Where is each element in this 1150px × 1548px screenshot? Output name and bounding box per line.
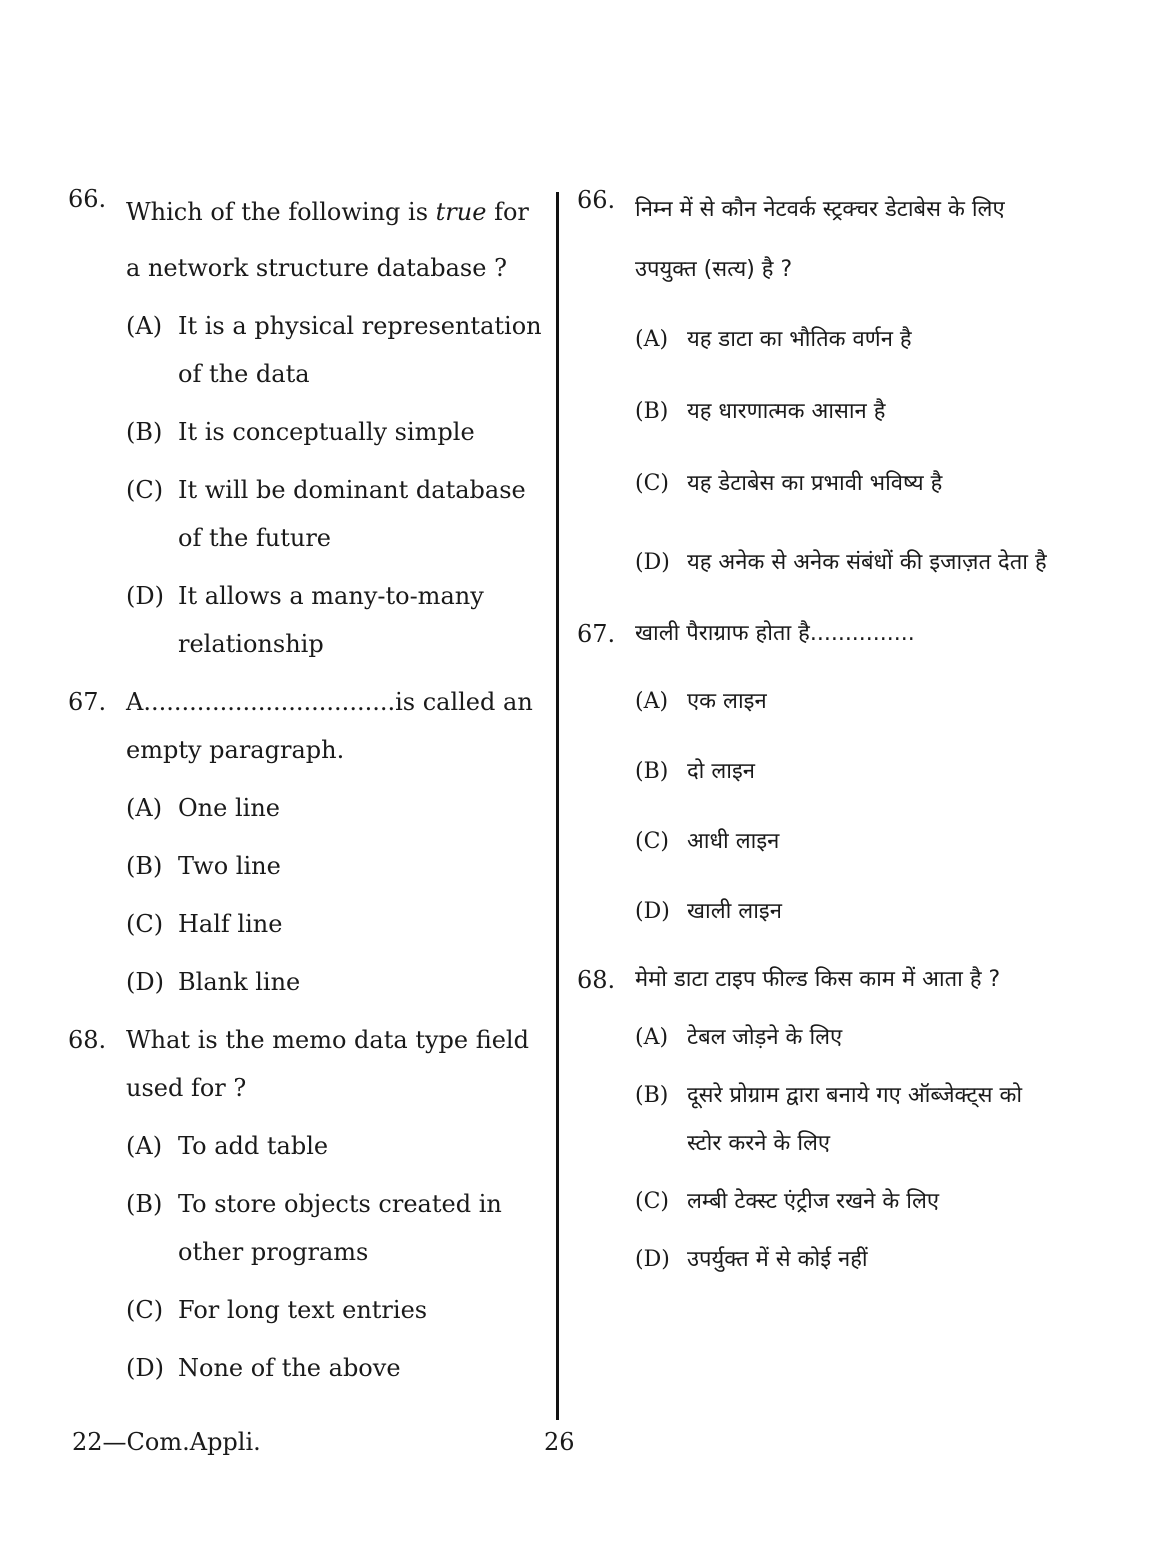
option-b: (B) यह धारणात्मक आसान है	[635, 399, 886, 424]
question-68-hi	[577, 956, 1057, 1284]
option-c: (C) Half line	[126, 910, 283, 938]
question-text: Which of the following is true for a network structure database ?	[126, 198, 529, 282]
option-b: (B) दूसरे प्रोग्राम द्वारा बनाये गए ऑब्जेक्ट्स को स्टोर करने के लिए	[635, 1083, 1023, 1156]
question-68-en	[68, 1016, 546, 1392]
option-a: (A) एक लाइन	[635, 689, 767, 714]
question-number: 68.	[577, 966, 616, 994]
question-text: खाली पैराग्राफ होता है...............	[635, 621, 915, 646]
option-b: (B) To store objects created in other programs	[126, 1190, 502, 1266]
option-a: (A) यह डाटा का भौतिक वर्णन है	[635, 327, 912, 352]
option-b: (B) दो लाइन	[635, 759, 755, 784]
option-b: (B) It is conceptually simple	[126, 418, 475, 446]
page-number: 26	[544, 1428, 575, 1456]
english-column	[68, 185, 546, 1392]
question-66-hi	[577, 180, 1057, 594]
option-c: (C) आधी लाइन	[635, 829, 780, 854]
question-number: 68.	[68, 1026, 107, 1054]
column-divider	[556, 192, 559, 1420]
option-d: (D) It allows a many-to-many relationship	[126, 582, 484, 658]
option-c: (C) For long text entries	[126, 1296, 428, 1324]
question-text: What is the memo data type field used for ?	[126, 1026, 529, 1102]
question-66-en	[68, 184, 546, 668]
question-67-en	[68, 678, 546, 1006]
option-b: (B) Two line	[126, 852, 281, 880]
option-c: (C) लम्बी टेक्स्ट एंट्रीज रखने के लिए	[635, 1189, 940, 1214]
question-number: 67.	[68, 688, 107, 716]
question-text: A.................................is called an empty paragraph.	[126, 688, 533, 764]
question-number: 66.	[68, 185, 107, 213]
option-c: (C) It will be dominant database of the future	[126, 476, 526, 552]
option-d: (D) खाली लाइन	[635, 899, 782, 924]
option-d: (D) उपर्युक्त में से कोई नहीं	[635, 1247, 868, 1272]
hindi-column	[577, 186, 1057, 1284]
option-c: (C) यह डेटाबेस का प्रभावी भविष्य है	[635, 471, 943, 496]
question-text: निम्न में से कौन नेटवर्क स्ट्रक्चर डेटाबेस के लिए उपयुक्त (सत्य) है ?	[635, 197, 1005, 282]
question-text: मेमो डाटा टाइप फील्ड किस काम में आता है ?	[635, 967, 1001, 992]
paper-code: 22—Com.Appli.	[72, 1428, 261, 1456]
option-d: (D) None of the above	[126, 1354, 401, 1382]
question-number: 66.	[577, 186, 616, 214]
option-d: (D) यह अनेक से अनेक संबंधों की इजाज़त देता है	[635, 550, 1047, 575]
option-d: (D) Blank line	[126, 968, 301, 996]
option-a: (A) It is a physical representation of the data	[126, 312, 542, 388]
option-a: (A) One line	[126, 794, 280, 822]
option-a: (A) टेबल जोड़ने के लिए	[635, 1025, 843, 1050]
question-67-hi	[577, 610, 1057, 936]
question-number: 67.	[577, 620, 616, 648]
option-a: (A) To add table	[126, 1132, 329, 1160]
